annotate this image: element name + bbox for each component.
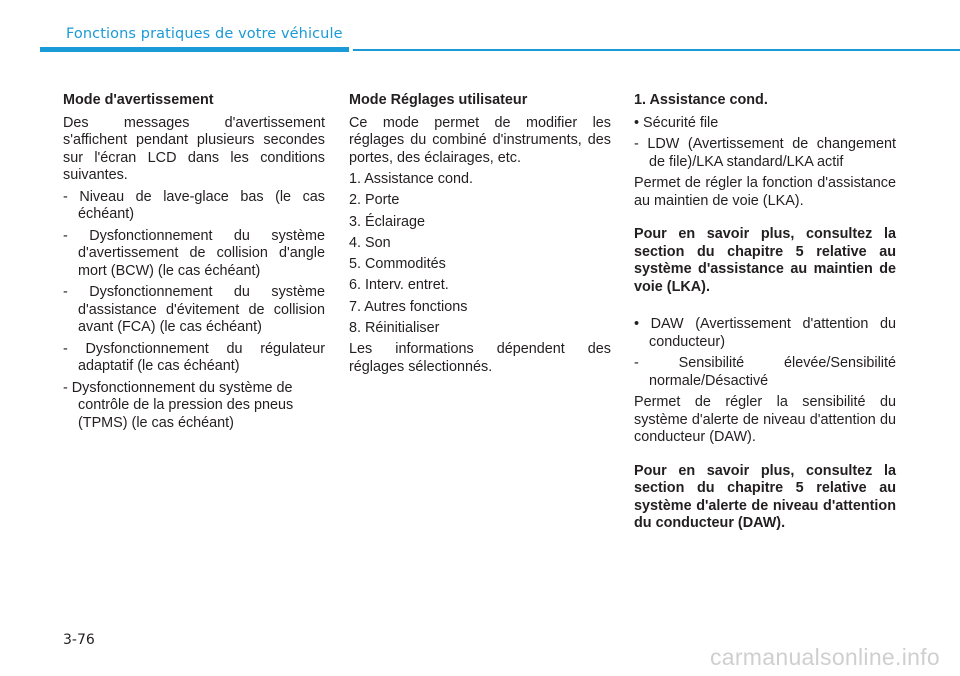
settings-list-item: 3. Éclairage: [349, 213, 425, 230]
user-settings-outro: Les informations dépendent des réglages sélectionnés.: [349, 341, 611, 375]
bullet-daw: • DAW (Avertissement d'attention du conducteur): [634, 316, 896, 350]
page-header: [0, 0, 960, 60]
settings-list-item: 8. Réinitialiser: [349, 320, 440, 337]
settings-list-item: 5. Commodités: [349, 256, 446, 273]
user-settings-intro: Ce mode permet de modifier les réglages du combiné d'instruments, des portes, des éclairages, etc.: [349, 114, 611, 166]
user-settings-heading: Mode Réglages utilisateur: [349, 92, 528, 108]
daw-reference-note: Pour en savoir plus, consultez la section du chapitre 5 relative au système d'alerte de niveau d'attention du conducteur (DAW).: [634, 462, 896, 531]
driving-assist-heading: 1. Assistance cond.: [634, 92, 768, 108]
warning-item: - Dysfonctionnement du système de contrôle de la pression des pneus (TPMS) (le cas échéant): [63, 379, 294, 431]
warning-mode-intro: Des messages d'avertissement s'affichent pendant plusieurs secondes sur l'écran LCD dans les conditions suivantes.: [63, 114, 325, 183]
warning-item: - Dysfonctionnement du système d'avertissement de collision d'angle mort (BCW) (le cas échéant): [63, 227, 325, 279]
lka-description: Permet de régler la fonction d'assistance au maintien de voie (LKA).: [634, 175, 896, 209]
settings-list-item: 2. Porte: [349, 192, 400, 209]
column-warning-mode: [63, 92, 325, 436]
bullet-lane-safety: • Sécurité file: [634, 114, 719, 131]
column-driving-assist: [634, 92, 896, 533]
settings-list-item: 7. Autres fonctions: [349, 298, 468, 315]
daw-options: - Sensibilité élevée/Sensibilité normale/Désactivé: [634, 355, 896, 389]
column-user-settings: [349, 92, 611, 380]
lane-options: - LDW (Avertissement de changement de file)/LKA standard/LKA actif: [634, 136, 896, 170]
lka-reference-note: Pour en savoir plus, consultez la section du chapitre 5 relative au système d'assistance au maintien de voie (LKA).: [634, 226, 896, 295]
header-rule-thin: [353, 49, 960, 51]
daw-description: Permet de régler la sensibilité du système d'alerte de niveau d'attention du conducteur (DAW).: [634, 394, 896, 445]
header-rule-thick: [40, 47, 349, 52]
section-title: Fonctions pratiques de votre véhicule: [66, 26, 343, 42]
watermark: carmanualsonline.info: [709, 644, 940, 670]
warning-item: - Dysfonctionnement du régulateur adaptatif (le cas échéant): [63, 340, 325, 374]
warning-mode-heading: Mode d'avertissement: [63, 92, 214, 108]
settings-list-item: 4. Son: [349, 234, 391, 251]
settings-list-item: 6. Interv. entret.: [349, 277, 449, 294]
warning-item: - Dysfonctionnement du système d'assistance d'évitement de collision avant (FCA) (le cas échéant): [63, 284, 325, 335]
settings-list-item: 1. Assistance cond.: [349, 171, 473, 187]
warning-item: - Niveau de lave-glace bas (le cas échéant): [63, 188, 325, 222]
page-number: 3-76: [63, 632, 95, 648]
